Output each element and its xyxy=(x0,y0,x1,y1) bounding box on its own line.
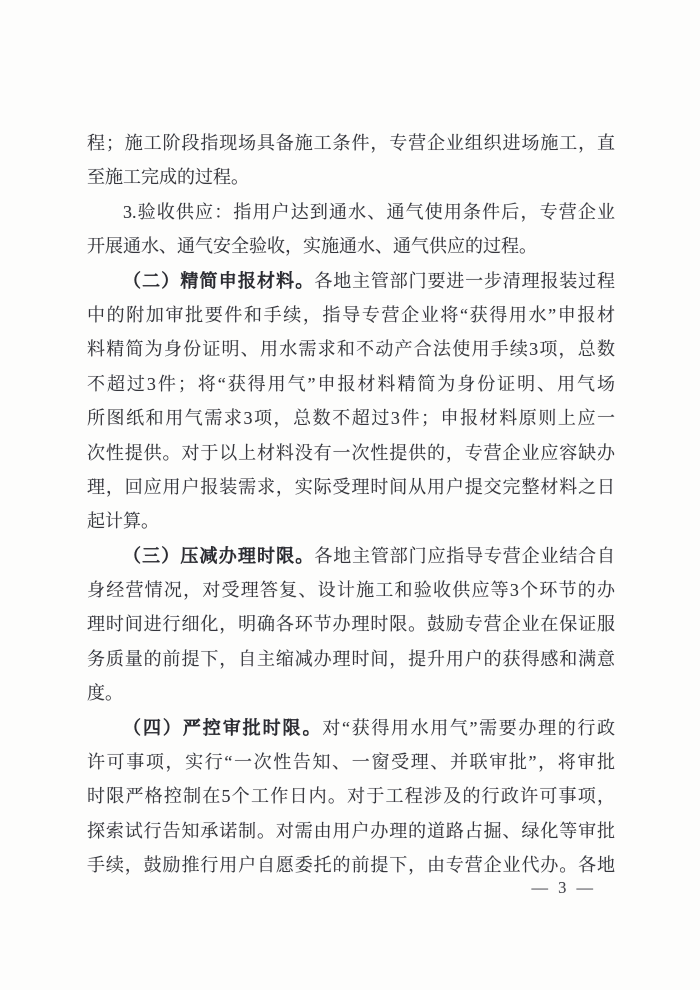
document-line xyxy=(87,264,615,298)
document-line: 至施工完成的过程。 xyxy=(87,167,249,188)
document-line: 身经营情况，对受理答复、设计施工和验收供应等3个环节的办 xyxy=(87,580,615,601)
document-line: 开展通水、通气安全验收，实施通水、通气供应的过程。 xyxy=(87,236,537,257)
document-line: 时限严格控制在5个工作日内。对于工程涉及的行政许可事项， xyxy=(87,786,615,807)
paragraph-heading: （四）严控审批时限。 xyxy=(123,717,323,738)
document-line: 次性提供。对于以上材料没有一次性提供的，专营企业应容缺办 xyxy=(87,442,615,463)
line-text: 各地主管部门要进一步清理报装过程 xyxy=(314,270,615,291)
document-line: 起计算。 xyxy=(87,511,159,532)
document-line: 不超过3件；将“获得用气”申报材料精简为身份证明、用气场 xyxy=(87,373,615,394)
document-line: 度。 xyxy=(87,683,123,704)
document-line: 探索试行告知承诺制。对需由用户办理的道路占掘、绿化等审批 xyxy=(87,820,615,841)
document-line: 手续，鼓励推行用户自愿委托的前提下，由专营企业代办。各地 xyxy=(87,855,615,876)
line-text: 各地主管部门应指导专营企业结合自 xyxy=(314,545,615,566)
document-line: 所图纸和用气需求3项，总数不超过3件；申报材料原则上应一 xyxy=(87,408,615,429)
document-line: 料精简为身份证明、用水需求和不动产合法使用手续3项，总数 xyxy=(87,339,615,360)
document-line: 程；施工阶段指现场具备施工条件，专营企业组织进场施工，直 xyxy=(87,133,615,153)
document-line xyxy=(87,711,615,745)
paragraph-heading: （三）压减办理时限。 xyxy=(123,545,315,566)
document-line: 理，回应用户报装需求，实际受理时间从用户提交完整材料之日 xyxy=(87,476,615,497)
paragraph-heading: （二）精简申报材料。 xyxy=(123,270,315,291)
document-line: 3.验收供应：指用户达到通水、通气使用条件后，专营企业 xyxy=(123,201,615,222)
document-line xyxy=(87,539,615,573)
document-line: 理时间进行细化，明确各环节办理时限。鼓励专营企业在保证服 xyxy=(87,614,615,635)
document-body-text xyxy=(87,126,615,883)
page-number: — 3 — xyxy=(531,878,596,897)
document-line: 许可事项，实行“一次性告知、一窗受理、并联审批”，将审批 xyxy=(87,752,615,773)
line-text: 对“获得用水用气”需要办理的行政 xyxy=(322,717,615,738)
document-line: 中的附加审批要件和手续，指导专营企业将“获得用水”申报材 xyxy=(87,304,615,325)
document-line: 务质量的前提下，自主缩减办理时间，提升用户的获得感和满意 xyxy=(87,648,615,669)
